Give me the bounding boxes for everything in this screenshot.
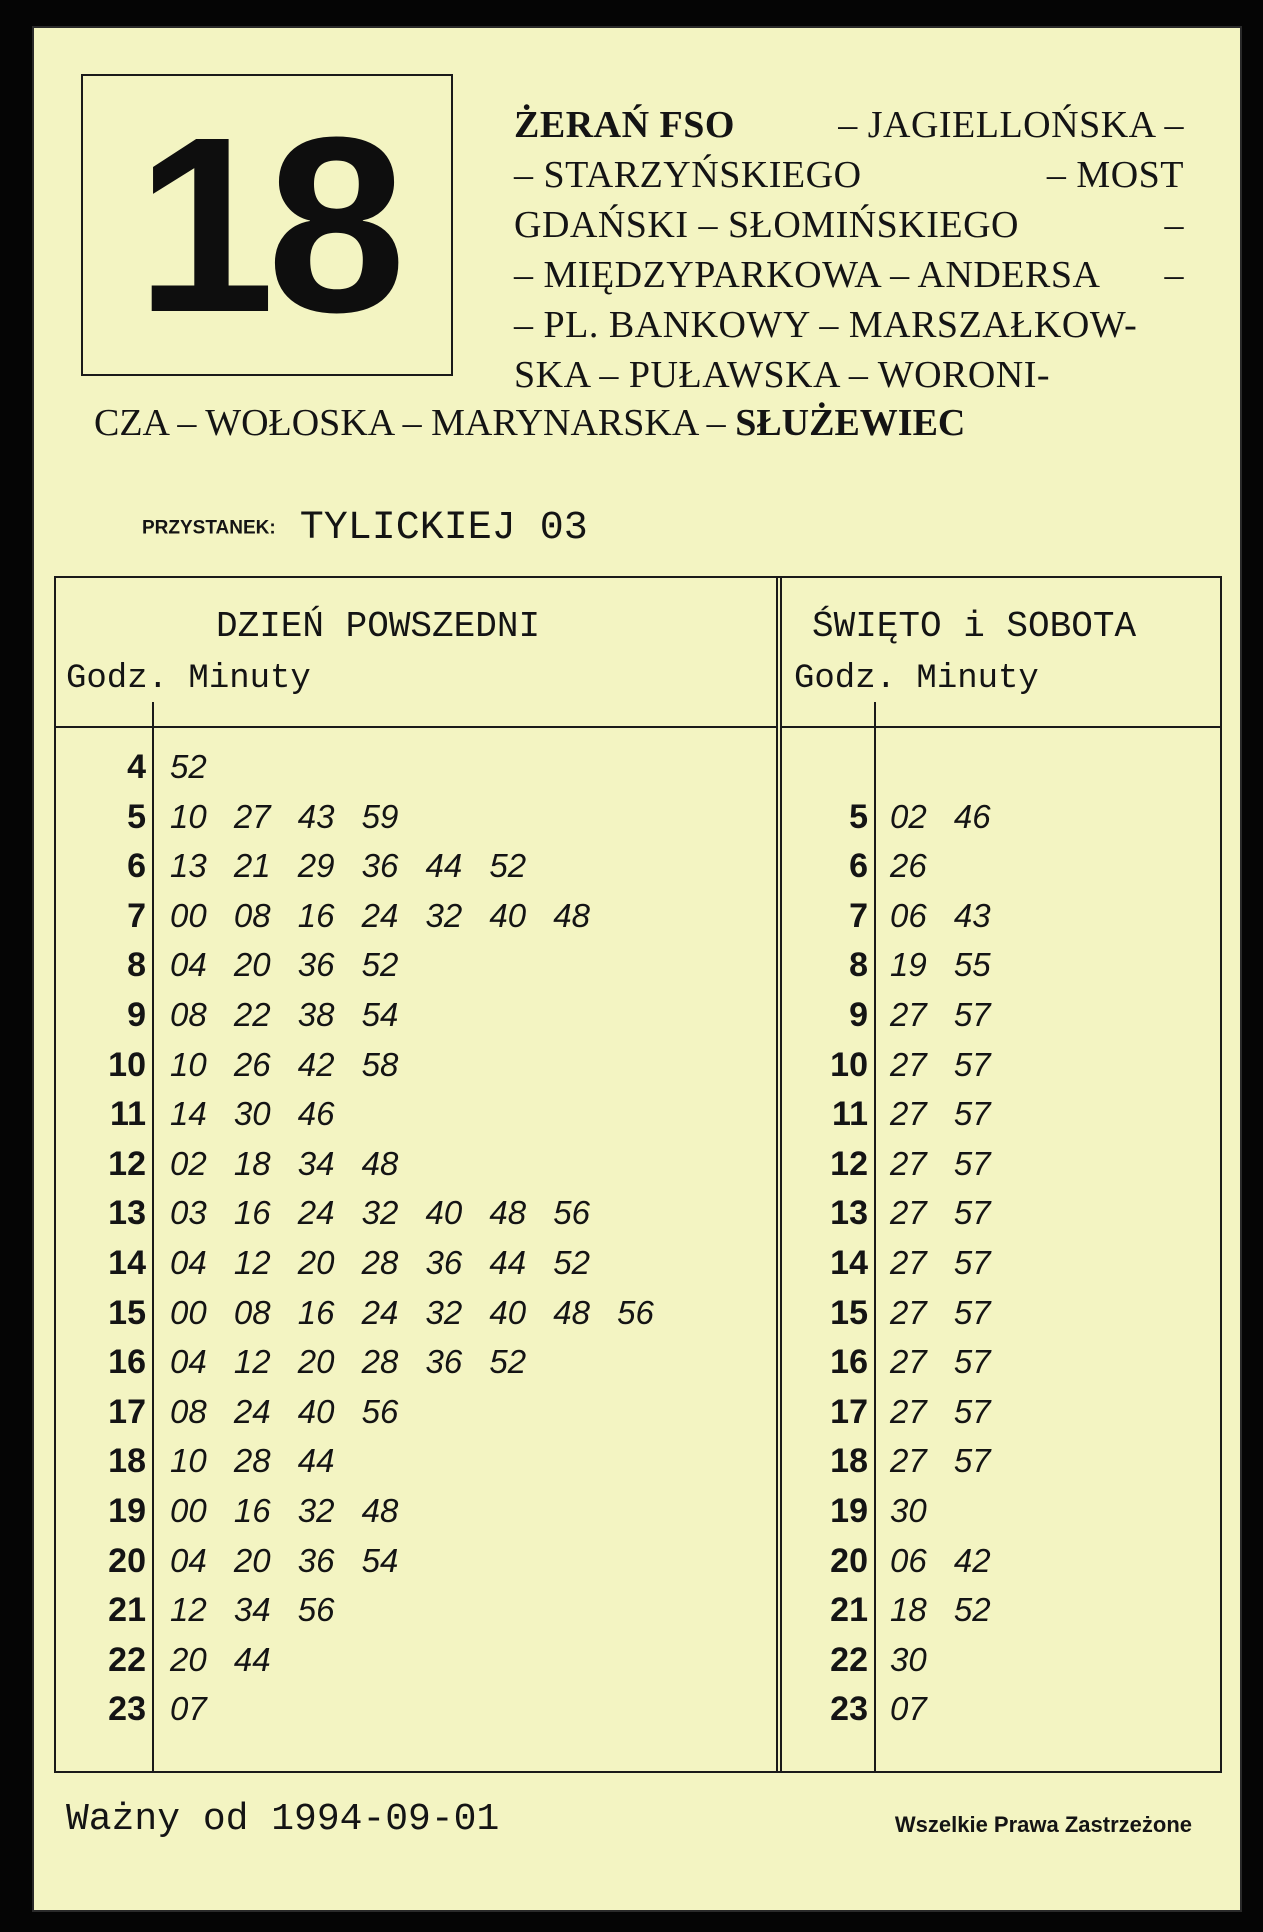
route-line <box>514 350 1184 400</box>
route-last-prefix: CZA – WOŁOSKA – MARYNARSKA – <box>94 402 726 444</box>
route-segment: SKA – PUŁAWSKA – WORONI- <box>514 354 1051 396</box>
route-segment: – <box>1164 204 1184 246</box>
hour-cell: 11 <box>832 1095 868 1134</box>
hour-cell: 7 <box>849 896 868 935</box>
hour-cell: 19 <box>830 1492 868 1530</box>
stop-label: PRZYSTANEK: <box>142 517 276 539</box>
hour-cell: 21 <box>108 1591 146 1630</box>
header-divider-right <box>782 726 1222 728</box>
timetable-sheet <box>32 26 1242 1912</box>
hour-cell: 13 <box>830 1194 868 1233</box>
minutes-cell: 27 57 <box>890 1194 991 1232</box>
route-line <box>514 250 1184 300</box>
minutes-cell: 07 <box>890 1690 927 1728</box>
minutes-cell: 27 57 <box>890 1343 991 1381</box>
minutes-cell: 04 12 20 28 36 52 <box>170 1343 527 1381</box>
minutes-cell: 14 30 46 <box>170 1095 335 1133</box>
hour-cell: 20 <box>830 1541 868 1580</box>
line-number: 18 <box>135 85 399 364</box>
minutes-cell: 52 <box>170 748 207 785</box>
hour-cell: 5 <box>849 797 868 836</box>
route-description <box>514 100 1184 400</box>
minutes-cell: 27 57 <box>890 1045 991 1083</box>
minutes-cell: 10 26 42 58 <box>170 1045 399 1083</box>
hour-cell: 11 <box>110 1095 146 1134</box>
minutes-cell: 13 21 29 36 44 52 <box>170 847 527 885</box>
minutes-cell: 04 12 20 28 36 44 52 <box>170 1244 590 1281</box>
hour-cell: 12 <box>830 1144 868 1183</box>
header-divider-left <box>56 726 776 728</box>
hour-cell: 4 <box>127 748 146 786</box>
route-segment: – MOST <box>1046 154 1184 196</box>
hour-cell: 23 <box>830 1690 868 1729</box>
hour-cell: 5 <box>127 797 146 836</box>
section-divider <box>776 578 782 1771</box>
minutes-cell: 26 <box>890 847 927 885</box>
hour-cell: 23 <box>108 1690 146 1729</box>
minutes-cell: 30 <box>890 1640 927 1678</box>
minutes-cell: 27 57 <box>890 1293 991 1331</box>
minutes-cell: 27 57 <box>890 1442 991 1480</box>
minutes-cell: 08 22 38 54 <box>170 996 399 1033</box>
minutes-cell: 00 08 16 24 32 40 48 56 <box>170 1293 654 1331</box>
stop-name: TYLICKIEJ 03 <box>299 506 588 551</box>
holiday-subheader: Godz. Minuty <box>794 660 1039 698</box>
minutes-cell: 02 46 <box>890 797 991 835</box>
minutes-cell: 27 57 <box>890 1144 991 1182</box>
route-destination: SŁUŻEWIEC <box>735 402 966 444</box>
hour-cell: 18 <box>108 1442 146 1481</box>
hour-cell: 6 <box>849 847 868 886</box>
minutes-cell: 27 57 <box>890 1392 991 1430</box>
hour-cell: 15 <box>108 1293 146 1332</box>
line-number-box <box>81 74 453 376</box>
minutes-cell: 27 57 <box>890 1244 991 1281</box>
hour-cell: 8 <box>849 946 868 985</box>
minutes-cell: 27 57 <box>890 996 991 1033</box>
route-segment: GDAŃSKI – SŁOMIŃSKIEGO <box>514 204 1019 246</box>
minutes-cell: 12 34 56 <box>170 1591 335 1629</box>
route-segment: ŻERAŃ FSO <box>514 104 735 146</box>
minutes-cell: 10 28 44 <box>170 1442 335 1480</box>
hour-cell: 16 <box>830 1343 868 1382</box>
weekday-title: DZIEŃ POWSZEDNI <box>216 606 541 647</box>
minutes-cell: 18 52 <box>890 1591 991 1629</box>
minutes-cell: 00 16 32 48 <box>170 1492 399 1529</box>
minutes-cell: 10 27 43 59 <box>170 797 399 835</box>
route-segment: – <box>1164 254 1184 296</box>
hour-cell: 8 <box>127 946 146 985</box>
minutes-cell: 04 20 36 52 <box>170 946 399 984</box>
hour-cell: 22 <box>108 1640 146 1679</box>
route-line <box>514 100 1184 150</box>
route-segment: – STARZYŃSKIEGO <box>514 154 862 196</box>
hour-cell: 13 <box>108 1194 146 1233</box>
hour-cell: 14 <box>830 1244 868 1282</box>
minutes-cell: 04 20 36 54 <box>170 1541 399 1579</box>
hour-cell: 12 <box>108 1144 146 1183</box>
hour-cell: 18 <box>830 1442 868 1481</box>
route-segment: – JAGIELLOŃSKA – <box>838 104 1184 146</box>
hour-cell: 6 <box>127 847 146 886</box>
minutes-cell: 27 57 <box>890 1095 991 1133</box>
hour-cell: 17 <box>108 1392 146 1431</box>
minutes-cell: 06 42 <box>890 1541 991 1579</box>
valid-from: Ważny od 1994-09-01 <box>66 1798 500 1841</box>
hour-cell: 10 <box>108 1045 146 1084</box>
stop-info <box>142 506 588 551</box>
minutes-cell: 00 08 16 24 32 40 48 <box>170 896 590 934</box>
hour-cell: 20 <box>108 1541 146 1580</box>
route-segment: – PL. BANKOWY – MARSZAŁKOW- <box>514 304 1138 346</box>
holiday-hour-divider <box>874 702 876 1771</box>
hour-cell: 14 <box>108 1244 146 1282</box>
hour-cell: 9 <box>849 996 868 1034</box>
hour-cell: 10 <box>830 1045 868 1084</box>
hour-cell: 21 <box>830 1591 868 1630</box>
hour-cell: 15 <box>830 1293 868 1332</box>
minutes-cell: 07 <box>170 1690 207 1728</box>
rights-reserved: Wszelkie Prawa Zastrzeżone <box>894 1812 1192 1837</box>
minutes-cell: 19 55 <box>890 946 991 984</box>
hour-cell: 9 <box>127 996 146 1034</box>
hour-cell: 7 <box>127 896 146 935</box>
hour-cell: 17 <box>830 1392 868 1431</box>
weekday-subheader: Godz. Minuty <box>66 660 311 698</box>
weekday-hour-divider <box>152 702 154 1771</box>
minutes-cell: 03 16 24 32 40 48 56 <box>170 1194 590 1232</box>
hour-cell: 22 <box>830 1640 868 1679</box>
minutes-cell: 06 43 <box>890 896 991 934</box>
hour-cell: 16 <box>108 1343 146 1382</box>
minutes-cell: 08 24 40 56 <box>170 1392 399 1430</box>
route-last-line <box>94 398 965 448</box>
minutes-cell: 30 <box>890 1492 927 1529</box>
minutes-cell: 20 44 <box>170 1640 271 1678</box>
route-segment: – MIĘDZYPARKOWA – ANDERSA <box>514 254 1101 296</box>
route-line <box>514 200 1184 250</box>
route-line <box>514 300 1184 350</box>
minutes-cell: 02 18 34 48 <box>170 1144 399 1182</box>
timetable-table <box>54 576 1222 1773</box>
hour-cell: 19 <box>108 1492 146 1530</box>
holiday-title: ŚWIĘTO i SOBOTA <box>812 606 1137 647</box>
route-line <box>514 150 1184 200</box>
